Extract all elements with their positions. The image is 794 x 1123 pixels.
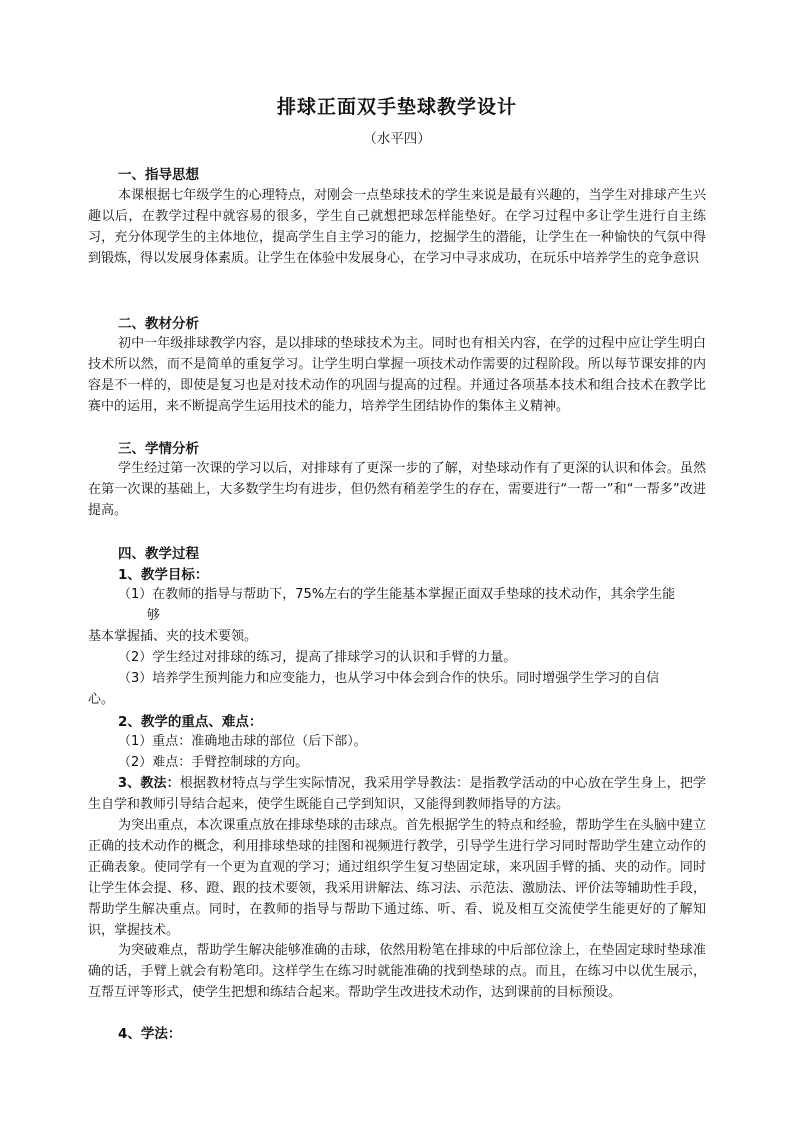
paragraph-guiding: 本课根据七年级学生的心理特点，对刚会一点垫球技术的学生来说是最有兴趣的，当学生对排球产生兴趣以后，在教学过程中就容易的很多，学生自己就想把球怎样能垫好。在学习过程中多让学生进行自主练习，充分体现学生的主体地位，提高学生自主学习的能力，挖掘学生的潜能，让学生在一种愉快的气氛中得到锻炼，得以发展身体素质。让学生在体验中发展身心，在学习中寻求成功，在玩乐中培养学生的竞争意识 bbox=[88, 188, 706, 266]
subheading-learning-method: 4、学法： bbox=[118, 1026, 182, 1042]
goal-3-line: （3）培养学生预判能力和应变能力，也从学习中体会到合作的快乐。同时增强学生学习的自信 bbox=[118, 671, 660, 686]
paragraph-materials: 初中一年级排球教学内容，是以排球的垫球技术为主。同时也有相关内容，在学的过程中应让学生明白技术所以然，而不是简单的重复学习。让学生明白掌握一项技术动作需要的过程阶段。所以每节课安排的内容是不一样的，即使是复习也是对技术动作的巩固与提高的过程。并通过各项基本技术和组合技术在教学比赛中的运用，来不断提高学生运用技术的能力，培养学生团结协作的集体主义精神。 bbox=[88, 336, 706, 414]
subheading-goals: 1、教学目标： bbox=[118, 567, 209, 583]
goal-3-continuation: 心。 bbox=[88, 692, 115, 707]
document-title: 排球正面双手垫球教学设计 bbox=[276, 96, 517, 118]
subheading-key-points: 2、教学的重点、难点： bbox=[118, 714, 263, 730]
goal-2: （2）学生经过对排球的练习，提高了排球学习的认识和手臂的力量。 bbox=[118, 650, 517, 665]
teaching-method-text: 根据教材特点与学生实际情况，我采用学导教法：是指教学活动的中心放在学生身上，把学生自学和教师引导结合起来，使学生既能自己学到知识，又能得到教师指导的方法。 bbox=[88, 776, 706, 812]
goal-1-wrap: 够 bbox=[147, 608, 161, 623]
document-subtitle: （水平四） bbox=[363, 131, 431, 147]
paragraph-focus: 为突出重点，本次课重点放在排球垫球的击球点。首先根据学生的特点和经验，帮助学生在头脑中建立正确的技术动作的概念，利用排球垫球的挂图和视频进行教学，引导学生进行学习同时帮助学生建立动作的正确表象。使同学有一个更为直观的学习；通过组织学生复习垫固定球，来巩固手臂的插、夹的动作。同时让学生体会提、移、蹬、跟的技术要领，我采用讲解法、练习法、示范法、激励法、评价法等辅助性手段，帮助学生解决重点。同时，在教师的指导与帮助下通过练、听、看、说及相互交流使学生能更好的了解知识，掌握技术。 bbox=[88, 818, 706, 938]
section-heading-students: 三、学情分析 bbox=[118, 441, 199, 457]
section-heading-process: 四、教学过程 bbox=[118, 546, 199, 562]
paragraph-teaching-method bbox=[88, 773, 706, 815]
difficult-point: （2）难点：手臂控制球的方向。 bbox=[118, 755, 309, 770]
goal-1-continuation: 基本掌握插、夹的技术要领。 bbox=[88, 629, 258, 644]
section-heading-guiding: 一、指导思想 bbox=[118, 167, 199, 183]
section-heading-materials: 二、教材分析 bbox=[118, 316, 199, 332]
goal-1-line: （1）在教师的指导与帮助下，75%左右的学生能基本掌握正面双手垫球的技术动作，其余学生能 bbox=[118, 587, 676, 602]
teaching-method-label: 3、教法： bbox=[118, 776, 180, 791]
paragraph-difficulty: 为突破难点，帮助学生解决能够准确的击球，依然用粉笔在排球的中后部位涂上，在垫固定球时垫球准确的话，手臂上就会有粉笔印。这样学生在练习时就能准确的找到垫球的点。而且，在练习中以优生展示，互帮互评等形式，使学生把想和练结合起来。帮助学生改进技术动作，达到课前的目标预设。 bbox=[88, 943, 706, 1000]
paragraph-students: 学生经过第一次课的学习以后，对排球有了更深一步的了解，对垫球动作有了更深的认识和体会。虽然在第一次课的基础上，大多数学生均有进步，但仍然有稍差学生的存在，需要进行“一帮一”和“一帮多”改进提高。 bbox=[88, 461, 706, 518]
key-point: （1）重点：准确地击球的部位（后下部）。 bbox=[118, 734, 367, 749]
